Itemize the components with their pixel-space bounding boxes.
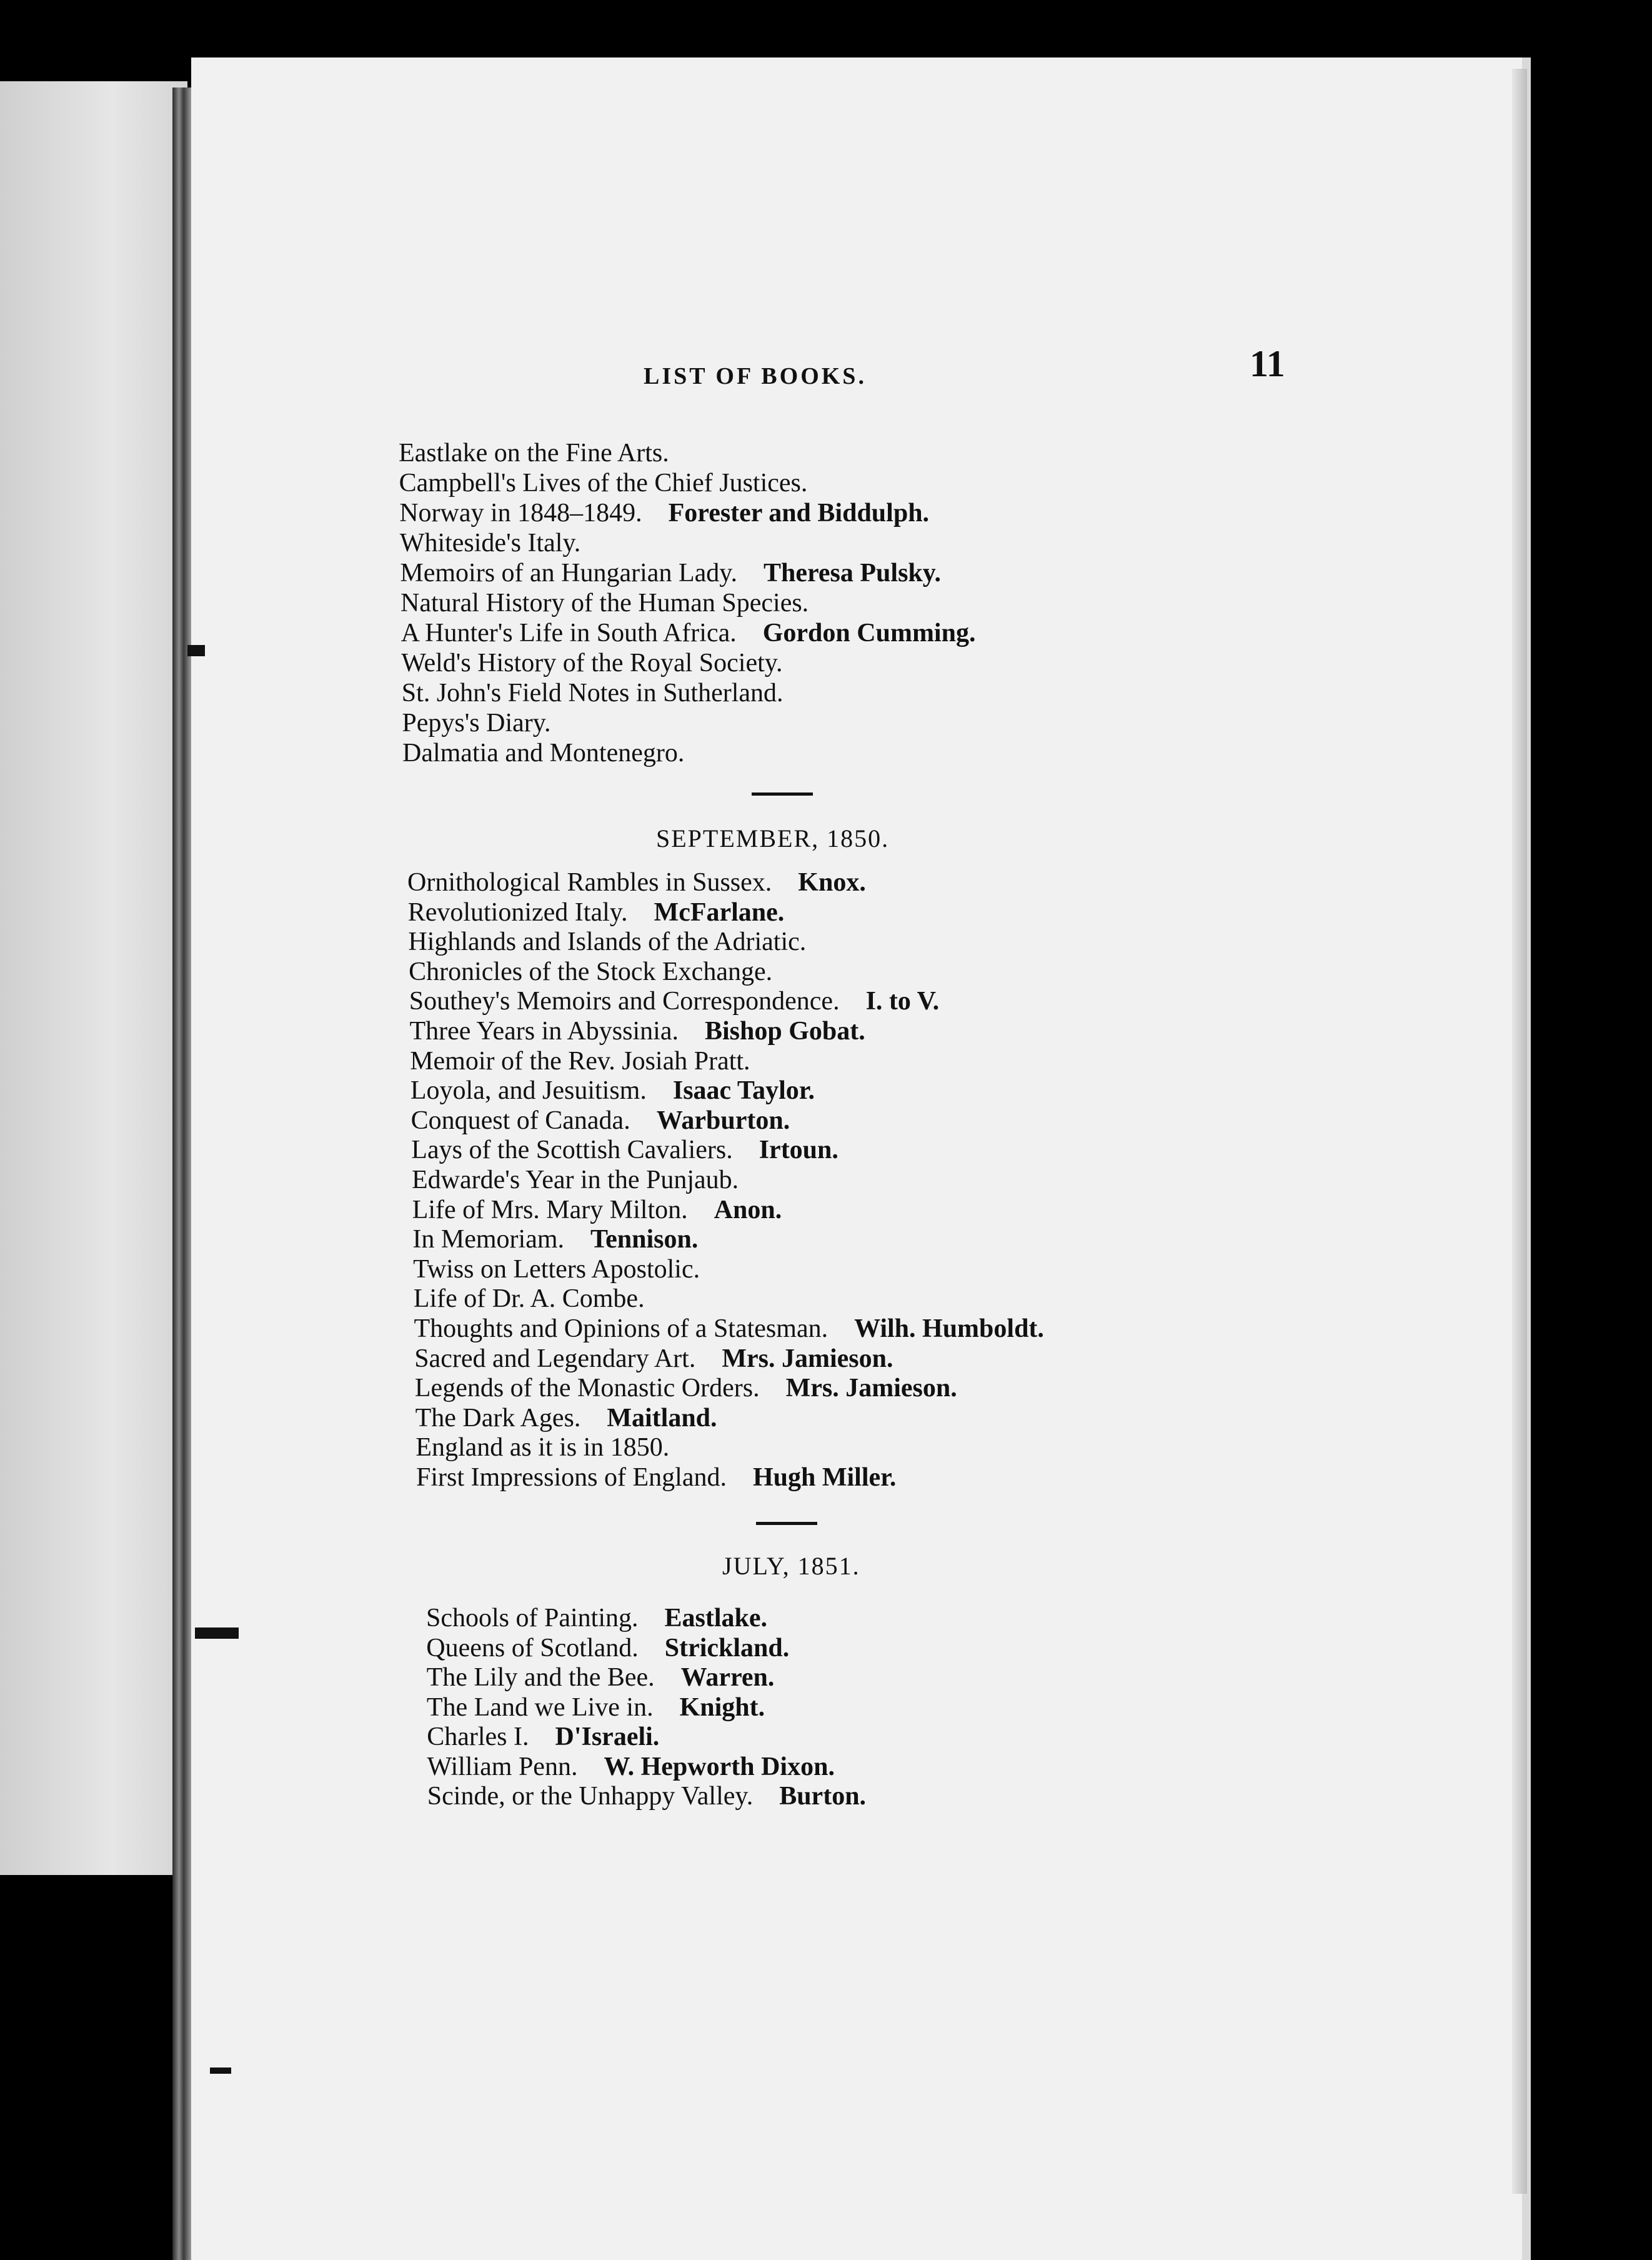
book-title: First Impressions of England. xyxy=(416,1463,727,1492)
book-author: Gordon Cumming. xyxy=(762,619,976,648)
book-entry xyxy=(409,988,939,1014)
book-entry xyxy=(415,1405,717,1431)
book-author: D'Israeli. xyxy=(555,1722,660,1751)
book-entry xyxy=(415,1375,957,1401)
book-entry xyxy=(409,959,772,985)
book-author: Theresa Pulsky. xyxy=(764,559,941,588)
book-entry xyxy=(400,560,941,586)
binding-mark xyxy=(187,645,205,656)
book-title: Life of Mrs. Mary Milton. xyxy=(412,1195,688,1224)
book-title: Pepys's Diary. xyxy=(402,709,551,738)
book-entry xyxy=(402,740,684,766)
book-title: Three Years in Abyssinia. xyxy=(409,1017,679,1046)
binding-mark xyxy=(210,2068,231,2074)
book-title: A Hunter's Life in South Africa. xyxy=(401,619,737,648)
book-author: Mrs. Jamieson. xyxy=(722,1344,893,1373)
book-entry xyxy=(410,1018,865,1044)
book-title: Life of Dr. A. Combe. xyxy=(413,1284,645,1314)
book-author: Burton. xyxy=(779,1782,867,1811)
book-title: The Land we Live in. xyxy=(426,1692,654,1722)
book-entry xyxy=(427,1664,775,1691)
book-author: Isaac Taylor. xyxy=(672,1076,815,1106)
book-author: Knox. xyxy=(798,868,866,897)
book-title: Whiteside's Italy. xyxy=(399,529,581,558)
book-entry xyxy=(416,1464,896,1491)
book-title: Norway in 1848–1849. xyxy=(399,499,642,528)
section-heading-september-1850: SEPTEMBER, 1850. xyxy=(656,824,890,852)
book-entry xyxy=(401,620,976,646)
book-entry xyxy=(399,500,929,526)
book-author: Eastlake. xyxy=(664,1604,768,1632)
book-entry xyxy=(427,1724,659,1750)
book-title: Natural History of the Human Species. xyxy=(401,589,809,618)
book-title: Thoughts and Opinions of a Statesman. xyxy=(414,1314,828,1343)
book-entry xyxy=(401,650,782,676)
book-title: Loyola, and Jesuitism. xyxy=(410,1076,647,1106)
book-author: McFarlane. xyxy=(654,898,785,927)
section-divider xyxy=(752,792,813,796)
binding-mark xyxy=(195,1628,239,1639)
book-title: Ornithological Rambles in Sussex. xyxy=(407,868,772,897)
book-title: Eastlake on the Fine Arts. xyxy=(399,439,669,468)
book-entry xyxy=(402,680,784,706)
book-author: W. Hepworth Dixon. xyxy=(604,1752,835,1781)
book-title: Weld's History of the Royal Society. xyxy=(401,649,783,678)
book-title: Revolutionized Italy. xyxy=(407,898,628,927)
book-title: Queens of Scotland. xyxy=(426,1633,639,1662)
book-author: Wilh. Humboldt. xyxy=(854,1314,1044,1343)
book-entry xyxy=(399,470,808,496)
book-entry xyxy=(407,869,866,896)
book-entry xyxy=(401,590,809,616)
section-heading-july-1851: JULY, 1851. xyxy=(722,1552,860,1580)
book-title: Campbell's Lives of the Chief Justices. xyxy=(399,469,808,498)
book-entry xyxy=(412,1167,739,1193)
book-title: Sacred and Legendary Art. xyxy=(414,1344,696,1373)
book-title: Lays of the Scottish Cavaliers. xyxy=(411,1136,733,1165)
book-author: Warburton. xyxy=(656,1106,790,1135)
book-title: Dalmatia and Montenegro. xyxy=(402,739,685,768)
book-entry xyxy=(413,1256,700,1282)
book-title: In Memoriam. xyxy=(412,1225,564,1254)
book-author: Irtoun. xyxy=(759,1136,838,1165)
book-author: Mrs. Jamieson. xyxy=(785,1374,957,1403)
book-entry xyxy=(411,1078,815,1104)
book-author: I. to V. xyxy=(865,987,940,1016)
book-entry xyxy=(427,1694,765,1721)
book-entry xyxy=(408,899,785,926)
book-author: Tennison. xyxy=(590,1225,699,1254)
book-entry xyxy=(399,440,669,466)
book-title: Edwarde's Year in the Punjaub. xyxy=(412,1166,739,1194)
book-entry xyxy=(400,530,580,556)
book-title: Charles I. xyxy=(427,1722,529,1751)
book-title: The Lily and the Bee. xyxy=(426,1663,655,1692)
book-entry xyxy=(427,1783,866,1809)
book-author: Warren. xyxy=(680,1663,775,1692)
book-entry xyxy=(414,1346,893,1372)
book-entry xyxy=(402,710,550,736)
book-title: Southey's Memoirs and Correspondence. xyxy=(409,987,840,1016)
book-title: Chronicles of the Stock Exchange. xyxy=(409,957,773,986)
book-entry xyxy=(411,1137,838,1163)
book-author: Strickland. xyxy=(664,1633,790,1662)
book-title: Twiss on Letters Apostolic. xyxy=(413,1254,700,1284)
book-entry xyxy=(426,1605,767,1631)
page-number: 11 xyxy=(1250,343,1285,384)
book-title: Conquest of Canada. xyxy=(411,1106,630,1135)
book-entry xyxy=(412,1197,782,1223)
book-author: Bishop Gobat. xyxy=(704,1017,865,1046)
book-title: Highlands and Islands of the Adriatic. xyxy=(408,928,807,957)
book-title: St. John's Field Notes in Sutherland. xyxy=(401,679,784,708)
book-gutter xyxy=(172,88,191,2260)
book-title: Scinde, or the Unhappy Valley. xyxy=(427,1782,754,1811)
book-entry xyxy=(414,1316,1044,1342)
book-author: Maitland. xyxy=(607,1403,717,1432)
book-author: Forester and Biddulph. xyxy=(668,499,930,528)
book-author: Knight. xyxy=(679,1692,765,1722)
book-entry xyxy=(427,1754,835,1780)
book-entry xyxy=(408,929,806,955)
book-title: William Penn. xyxy=(427,1752,578,1781)
book-entry xyxy=(412,1226,698,1252)
book-title: Legends of the Monastic Orders. xyxy=(414,1374,760,1403)
book-entry xyxy=(410,1048,750,1074)
book-title: Memoir of the Rev. Josiah Pratt. xyxy=(410,1046,750,1076)
book-entry xyxy=(415,1434,669,1461)
book-entry xyxy=(414,1286,645,1312)
running-header: LIST OF BOOKS. xyxy=(644,363,867,389)
book-title: The Dark Ages. xyxy=(415,1403,581,1432)
section-divider xyxy=(756,1522,817,1525)
book-author: Hugh Miller. xyxy=(752,1463,897,1492)
book-title: Memoirs of an Hungarian Lady. xyxy=(400,559,738,588)
book-entry xyxy=(411,1108,790,1134)
page-edge xyxy=(1512,69,1527,2194)
left-page-leaf xyxy=(0,81,187,1875)
book-author: Anon. xyxy=(714,1195,782,1224)
book-title: Schools of Painting. xyxy=(426,1604,639,1632)
book-title: England as it is in 1850. xyxy=(415,1433,670,1462)
book-entry xyxy=(426,1635,789,1661)
